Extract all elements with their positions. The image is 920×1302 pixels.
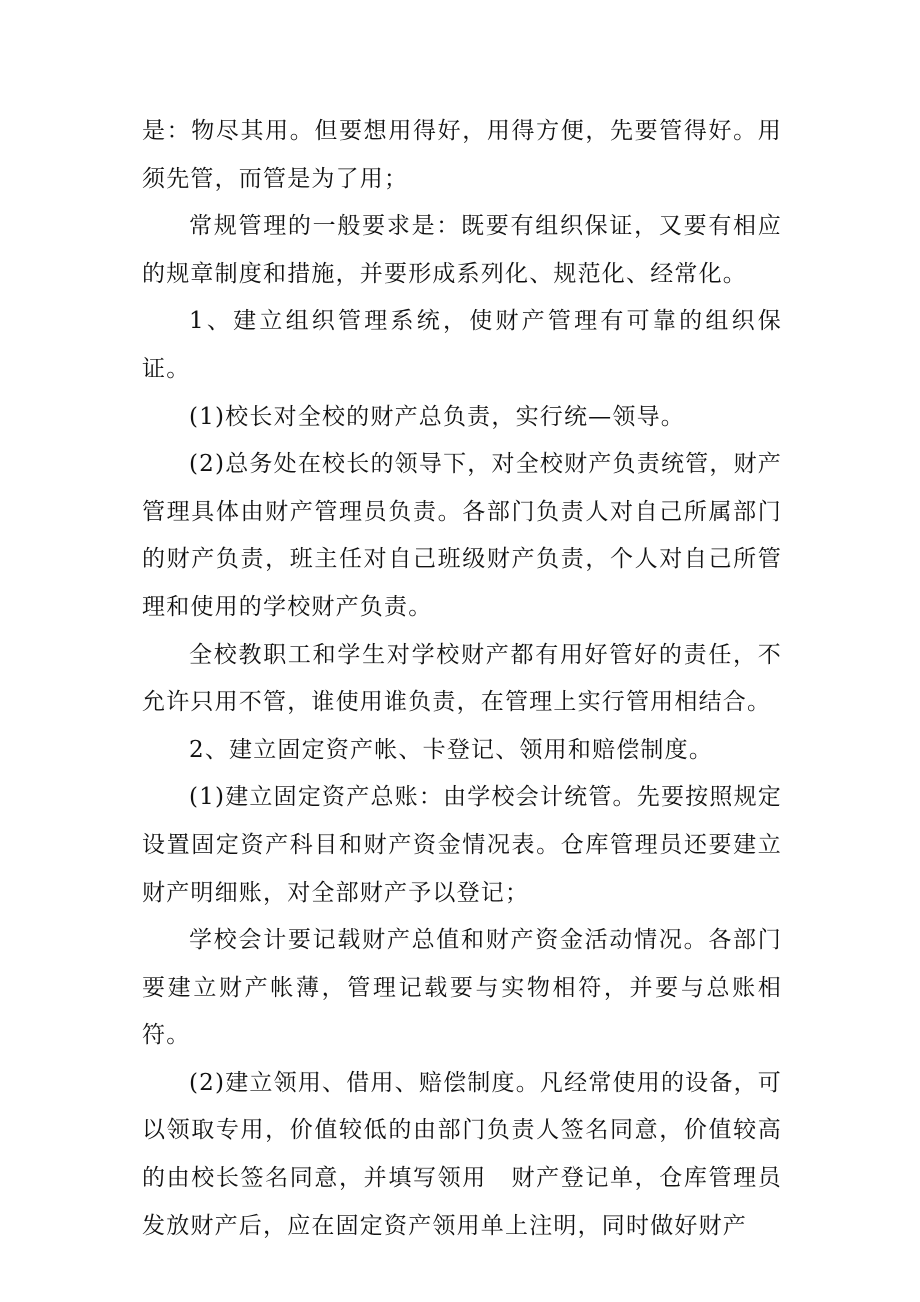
paragraph-heading-1: 1、建立组织管理系统，使财产管理有可靠的组织保证。 xyxy=(142,308,782,382)
paragraph: (1)校长对全校的财产总负责，实行统—领导。 xyxy=(189,403,685,430)
paragraph-continuation: 是：物尽其用。但要想用得好，用得方便，先要管得好。用须先管，而管是为了用； xyxy=(142,118,782,192)
document-body xyxy=(142,108,782,1250)
paragraph: (1)建立固定资产总账：由学校会计统管。先要按照规定设置固定资产科目和财产资金情况表。仓库管理员还要建立财产明细账，对全部财产予以登记； xyxy=(142,784,782,906)
paragraph: (2)总务处在校长的领导下，对全校财产负责统管，财产管理具体由财产管理员负责。各部门负责人对自己所属部门的财产负责，班主任对自己班级财产负责，个人对自己所管理和使用的学校财产负责。 xyxy=(142,451,782,620)
paragraph: 全校教职工和学生对学校财产都有用好管好的责任，不允许只用不管，谁使用谁负责，在管理上实行管用相结合。 xyxy=(142,641,782,716)
paragraph-heading-2: 2、建立固定资产帐、卡登记、领用和赔偿制度。 xyxy=(189,736,714,763)
paragraph: (2)建立领用、借用、赔偿制度。凡经常使用的设备，可以领取专用，价值较低的由部门负责人签名同意，价值较高的由校长签名同意，并填写领用 财产登记单，仓库管理员发放财产后，应在固定资产领用单上注明，同时做好财产 xyxy=(142,1069,782,1239)
paragraph: 学校会计要记载财产总值和财产资金活动情况。各部门要建立财产帐薄，管理记载要与实物相符，并要与总账相符。 xyxy=(142,927,782,1049)
paragraph: 常规管理的一般要求是：既要有组织保证，又要有相应的规章制度和措施，并要形成系列化、规范化、经常化。 xyxy=(142,213,782,287)
